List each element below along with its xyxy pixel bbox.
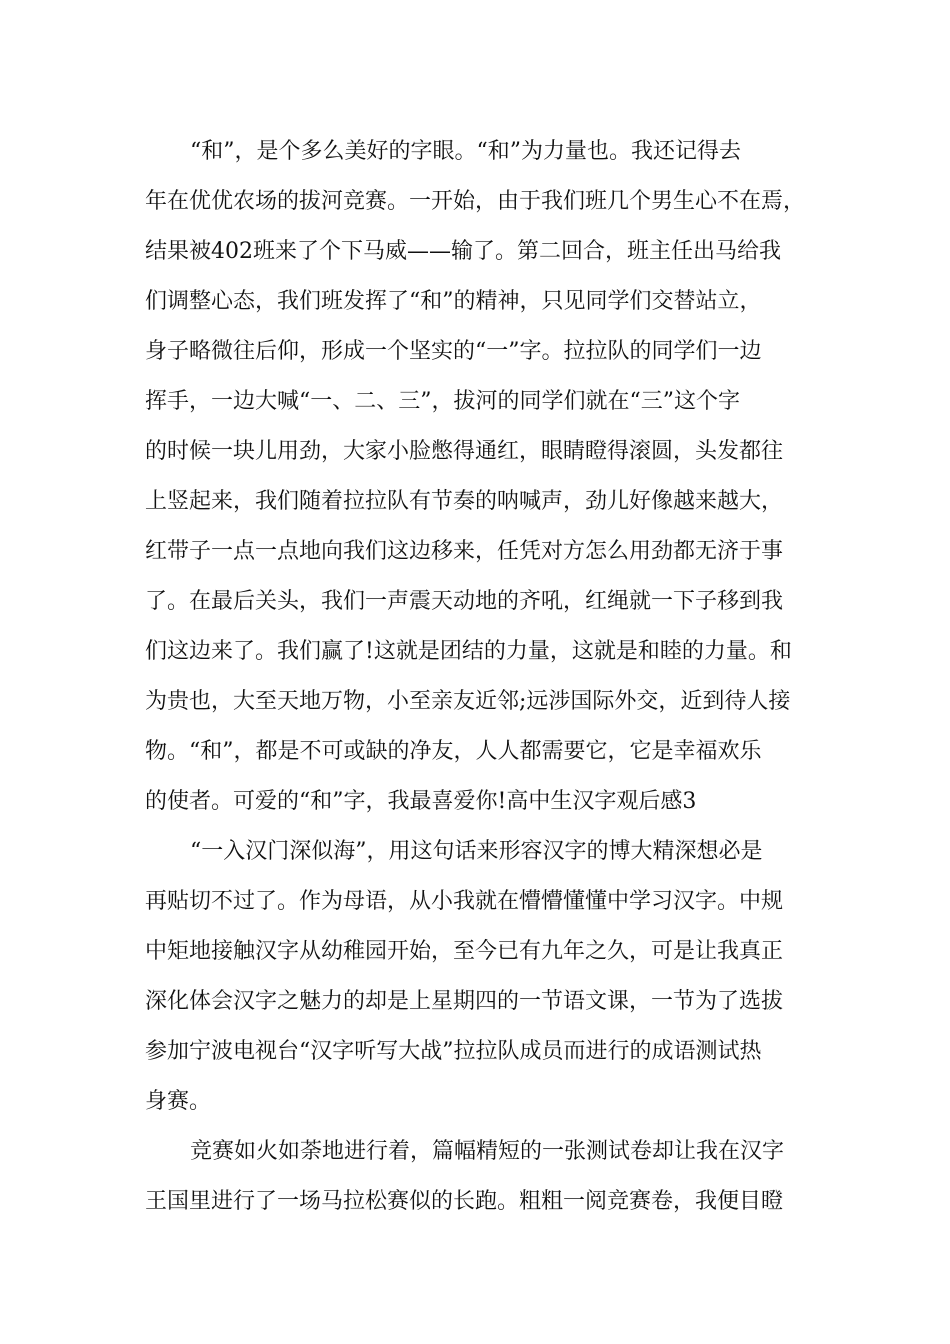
text-line: 挥手，一边大喊“一、二、三”，拔河的同学们就在“三”这个字 [145, 389, 740, 414]
text-line: “和”，是个多么美好的字眼。“和”为力量也。我还记得去 [190, 139, 741, 164]
text-line: 深化体会汉字之魅力的却是上星期四的一节语文课，一节为了选拔 [145, 989, 784, 1014]
text-line: 王国里进行了一场马拉松赛似的长跑。粗粗一阅竞赛卷，我便目瞪 [145, 1189, 784, 1214]
text-line: 中矩地接触汉字从幼稚园开始，至今已有九年之久，可是让我真正 [145, 939, 784, 964]
text-line: 结果被402班来了个下马威——输了。第二回合，班主任出马给我 [145, 239, 781, 264]
text-line: 年在优优农场的拔河竞赛。一开始，由于我们班几个男生心不在焉， [145, 189, 806, 214]
text-line: 们这边来了。我们赢了!这就是团结的力量，这就是和睦的力量。和 [145, 639, 792, 664]
text-line: 上竖起来，我们随着拉拉队有节奏的呐喊声，劲儿好像越来越大， [145, 489, 784, 514]
text-line: 为贵也，大至天地万物，小至亲友近邻;远涉国际外交，近到待人接 [145, 689, 791, 714]
text-line: 身子略微往后仰，形成一个坚实的“一”字。拉拉队的同学们一边 [145, 339, 762, 364]
text-line: 再贴切不过了。作为母语，从小我就在懵懵懂懂中学习汉字。中规 [145, 889, 784, 914]
text-line: 竞赛如火如荼地进行着，篇幅精短的一张测试卷却让我在汉字 [190, 1139, 785, 1164]
text-line: 身赛。 [145, 1089, 212, 1114]
text-line: 的使者。可爱的“和”字，我最喜爱你!高中生汉字观后感3 [145, 789, 697, 814]
text-line: 参加宁波电视台“汉字听写大战”拉拉队成员而进行的成语测试热 [145, 1039, 762, 1064]
text-line: 物。“和”，都是不可或缺的净友，人人都需要它，它是幸福欢乐 [145, 739, 762, 764]
text-line: “一入汉门深似海”，用这句话来形容汉字的博大精深想必是 [190, 839, 763, 864]
text-line: 的时候一块儿用劲，大家小脸憋得通红，眼睛瞪得滚圆，头发都往 [145, 439, 784, 464]
text-line: 红带子一点一点地向我们这边移来，任凭对方怎么用劲都无济于事 [145, 539, 784, 564]
text-line: 了。在最后关头，我们一声震天动地的齐吼，红绳就一下子移到我 [145, 589, 784, 614]
text-line: 们调整心态，我们班发挥了“和”的精神，只见同学们交替站立， [145, 289, 762, 314]
